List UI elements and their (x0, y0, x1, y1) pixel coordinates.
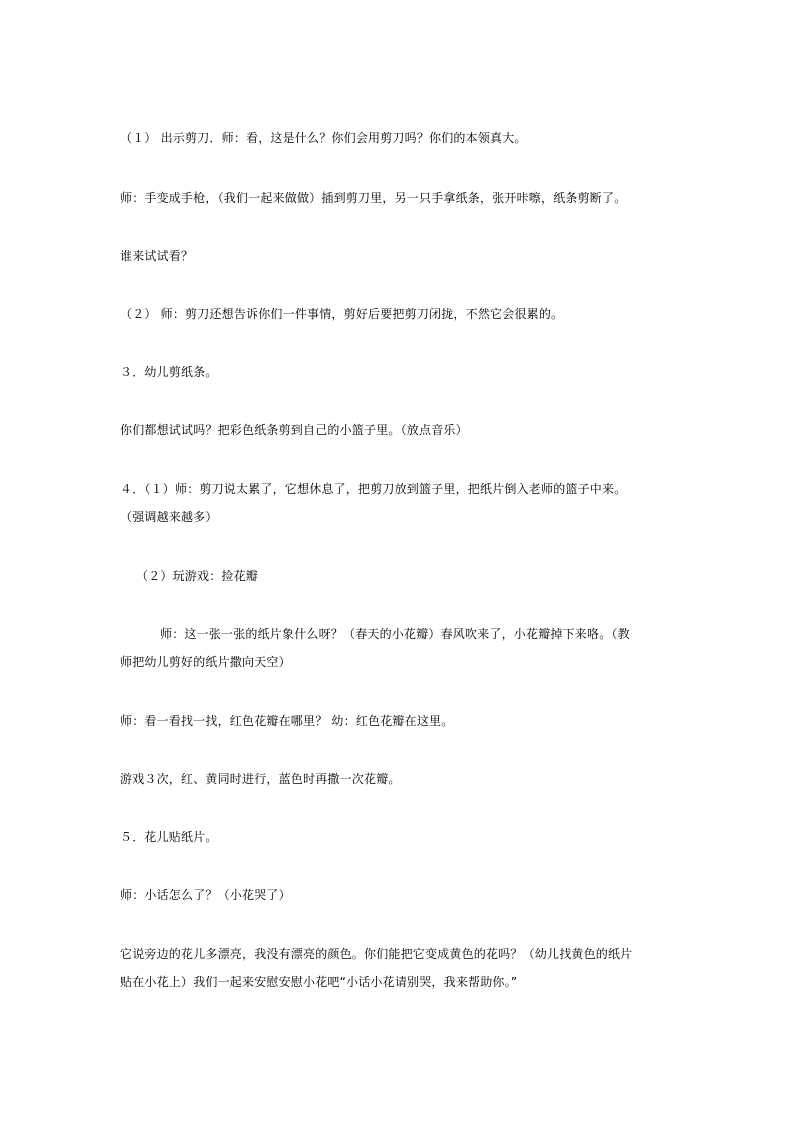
paragraph-petals-line-2: 师把幼儿剪好的纸片撒向天空） (120, 655, 291, 669)
paragraph-try-cutting: 你们都想试试吗？把彩色纸条剪到自己的小篮子里。（放点音乐） (120, 423, 468, 437)
paragraph-section-5-heading: ５．花儿贴纸片。 (120, 830, 218, 844)
paragraph-section-4-line-2: （强调越来越多） (120, 510, 218, 524)
paragraph-who-tries: 谁来试试看？ (120, 249, 194, 263)
paragraph-step-1-scissors: （１） 出示剪刀．师：看，这是什么？你们会用剪刀吗？你们的本领真大。 (120, 131, 527, 145)
paragraph-hand-gun: 师：手变成手枪，（我们一起来做做）插到剪刀里，另一只手拿纸条，张开咔嚓，纸条剪断了。 (120, 191, 627, 205)
paragraph-section-4-line-1: ４．（１）师：剪刀说太累了，它想休息了，把剪刀放到篮子里，把纸片倒入老师的篮子中来。 (120, 482, 627, 496)
paragraph-petals-line-1: 师：这一张一张的纸片象什么呀？（春天的小花瓣）春风吹来了，小花瓣掉下来咯。（教 (160, 627, 630, 641)
paragraph-section-3-heading: ３．幼儿剪纸条。 (120, 365, 218, 379)
paragraph-find-red-petals: 师：看一看找一找，红色花瓣在哪里？ 幼：红色花瓣在这里。 (120, 714, 454, 728)
paragraph-flower-crying: 师：小话怎么了？（小花哭了） (120, 888, 291, 902)
paragraph-comfort-line-2: 贴在小花上）我们一起来安慰安慰小花吧“小话小花请别哭，我来帮助你。” (120, 975, 518, 989)
paragraph-game-title: （２）玩游戏：捡花瓣 (136, 569, 259, 583)
paragraph-step-2-close-scissors: （２） 师：剪刀还想告诉你们一件事情，剪好后要把剪刀闭拢，不然它会很累的。 (120, 307, 564, 321)
paragraph-game-three-times: 游戏３次，红、黄同时进行，蓝色时再撒一次花瓣。 (120, 772, 401, 786)
paragraph-comfort-line-1: 它说旁边的花儿多漂亮，我没有漂亮的颜色。你们能把它变成黄色的花吗？（幼儿找黄色的纸片 (120, 947, 633, 961)
